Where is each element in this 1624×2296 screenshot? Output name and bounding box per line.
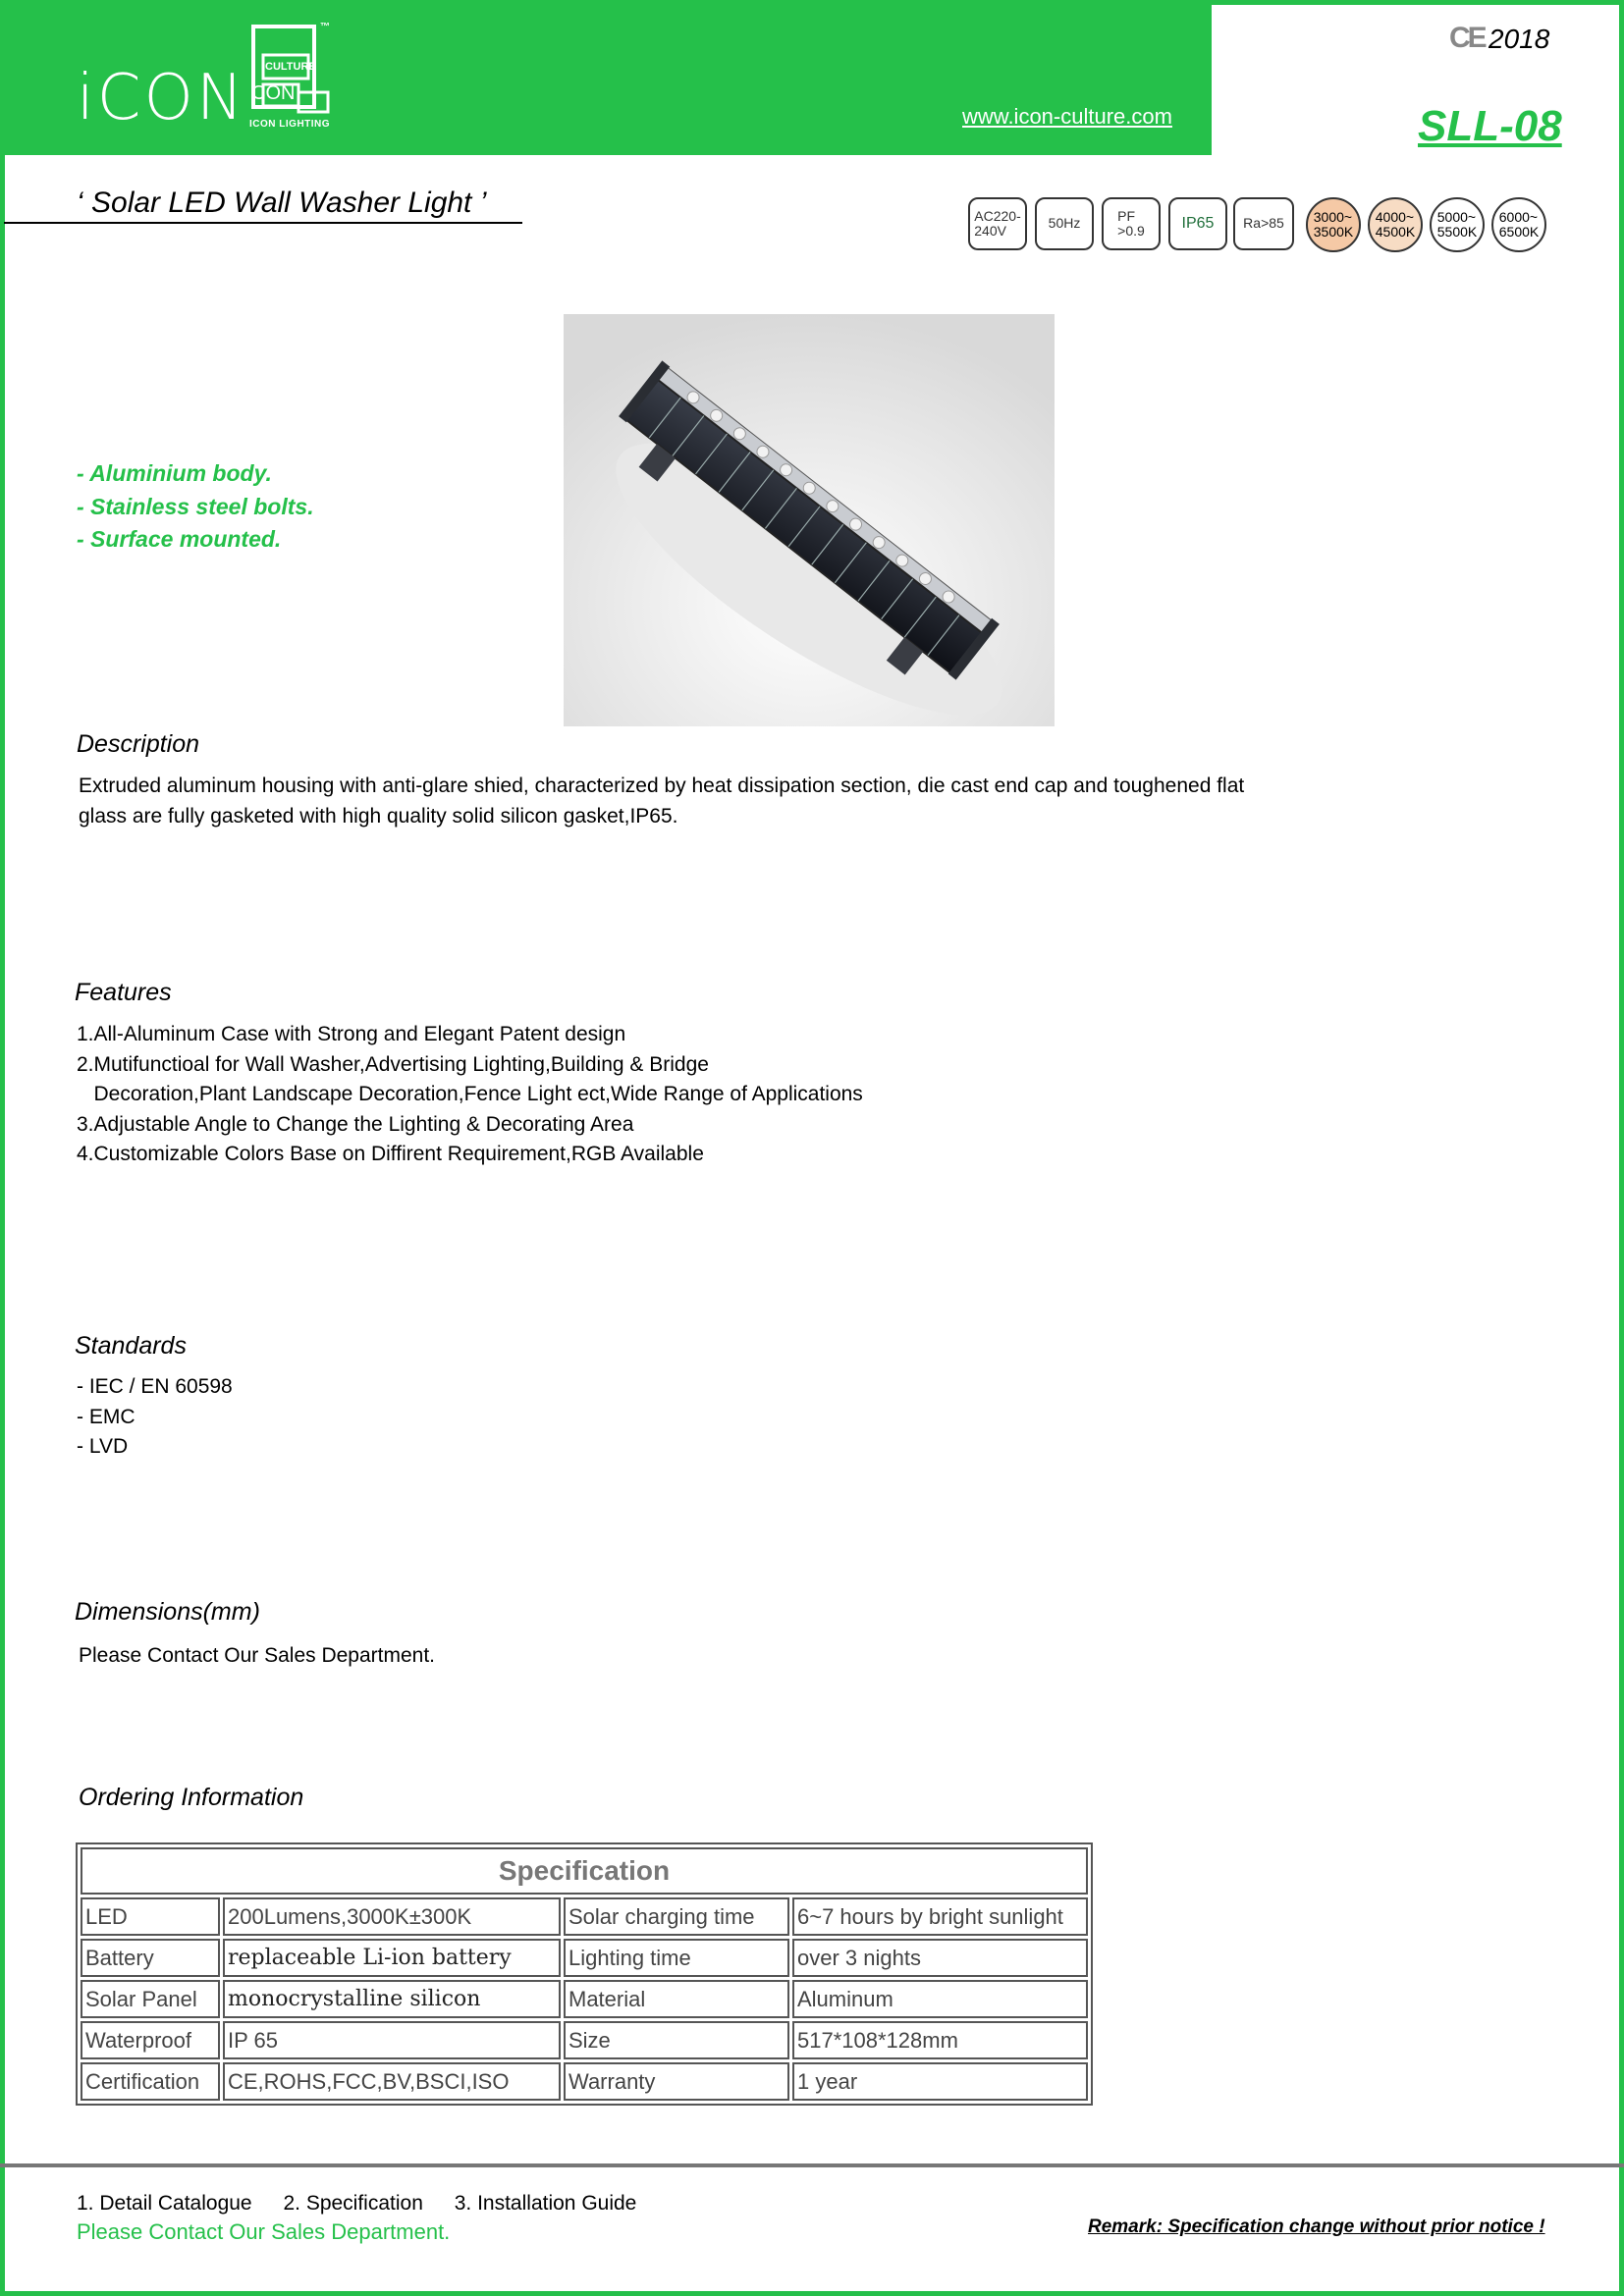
table-title-row — [81, 1847, 1088, 1895]
cct-label: 3000~ 3500K — [1313, 209, 1354, 240]
standard-item: - EMC — [77, 1405, 135, 1428]
badge-label: IP65 — [1181, 215, 1215, 233]
cct-option-6000 — [1491, 197, 1546, 252]
cct-label: 5000~ 5500K — [1436, 209, 1478, 240]
spec-value: 200Lumens,3000K±300K — [223, 1897, 561, 1936]
table-row — [81, 2062, 1088, 2101]
feature-item: 4.Customizable Colors Base on Diffirent Requirement,RGB Available — [77, 1143, 704, 1165]
highlight-item: - Surface mounted. — [77, 526, 282, 552]
spec-label: Waterproof — [81, 2021, 220, 2059]
feature-item: Decoration,Plant Landscape Decoration,Fence Light ect,Wide Range of Applications — [77, 1083, 863, 1105]
cri-badge — [1233, 197, 1294, 250]
standard-item: - LVD — [77, 1435, 129, 1458]
spec-label: Material — [564, 1980, 789, 2018]
feature-item: 1.All-Aluminum Case with Strong and Elegant Patent design — [77, 1023, 626, 1045]
spec-label: Certification — [81, 2062, 220, 2101]
ce-mark-icon: CE — [1449, 22, 1485, 54]
highlight-item: - Stainless steel bolts. — [77, 493, 314, 519]
brand-logo-text: iCON — [77, 62, 246, 134]
feature-item: 2.Mutifunctioal for Wall Washer,Advertising Lighting,Building & Bridge — [77, 1052, 709, 1076]
standards-heading: Standards — [75, 1332, 187, 1360]
description-line: Extruded aluminum housing with anti-glare shied, characterized by heat dissipation section, die cast end cap and toughened flat — [79, 774, 1245, 797]
highlight-list — [77, 457, 314, 557]
logo-trademark: ™ — [320, 22, 330, 32]
spec-label: LED — [81, 1897, 220, 1936]
spec-value: IP 65 — [223, 2021, 561, 2059]
footer-link-specification[interactable]: 2. Specification — [283, 2192, 423, 2215]
table-row — [81, 1897, 1088, 1936]
spec-value: replaceable Li-ion battery — [223, 1939, 561, 1977]
footer-divider — [0, 2163, 1624, 2167]
spec-value: 517*108*128mm — [792, 2021, 1088, 2059]
table-row — [81, 1939, 1088, 1977]
spec-label: Solar Panel — [81, 1980, 220, 2018]
dimensions-text: Please Contact Our Sales Department. — [79, 1644, 436, 1667]
cct-option-3000 — [1306, 197, 1361, 252]
voltage-badge — [968, 197, 1027, 250]
cct-label: 4000~ 4500K — [1375, 209, 1416, 240]
description-heading: Description — [77, 730, 200, 758]
badge-label: 50Hz — [1048, 215, 1081, 232]
logo-box-mid: CON — [251, 82, 296, 104]
website-link[interactable]: www.icon-culture.com — [962, 104, 1172, 129]
spec-label: Size — [564, 2021, 789, 2059]
cct-label: 6000~ 6500K — [1498, 209, 1540, 240]
spec-label: Warranty — [564, 2062, 789, 2101]
footer-link-detail-catalogue[interactable]: 1. Detail Catalogue — [77, 2192, 252, 2215]
specification-table — [76, 1842, 1093, 2106]
spec-label: Solar charging time — [564, 1897, 789, 1936]
spec-value: CE,ROHS,FCC,BV,BSCI,ISO — [223, 2062, 561, 2101]
badge-label: PF >0.9 — [1117, 207, 1145, 239]
footer-contact: Please Contact Our Sales Department. — [77, 2219, 451, 2244]
cct-option-4000 — [1368, 197, 1423, 252]
footer-remark: Remark: Specification change without prior notice ! — [1088, 2216, 1545, 2237]
spec-value: over 3 nights — [792, 1939, 1088, 1977]
spec-value: 1 year — [792, 2062, 1088, 2101]
model-number: SLL-08 — [1418, 102, 1562, 150]
table-row — [81, 1980, 1088, 2018]
table-row — [81, 2021, 1088, 2059]
logo-box-top: CULTURE — [265, 61, 316, 73]
table-title: Specification — [81, 1847, 1088, 1895]
spec-label: Lighting time — [564, 1939, 789, 1977]
standard-item: - IEC / EN 60598 — [77, 1375, 233, 1398]
ordering-heading: Ordering Information — [79, 1784, 304, 1811]
power-factor-badge — [1102, 197, 1161, 250]
description-line: glass are fully gasketed with high quality solid silicon gasket,IP65. — [79, 805, 678, 828]
logo-mark-icon — [247, 24, 346, 132]
badge-label: Ra>85 — [1243, 215, 1284, 232]
product-title: ‘ Solar LED Wall Washer Light ’ — [77, 187, 487, 219]
footer-link-installation-guide[interactable]: 3. Installation Guide — [454, 2192, 637, 2215]
cct-option-5000 — [1430, 197, 1485, 252]
features-list — [77, 1020, 863, 1170]
standards-list — [77, 1372, 233, 1463]
feature-item: 3.Adjustable Angle to Change the Lighting & Decorating Area — [77, 1112, 634, 1136]
catalogue-year: 2018 — [1489, 24, 1550, 54]
spec-value: monocrystalline silicon — [223, 1980, 561, 2018]
logo-subtitle: ICON LIGHTING — [249, 119, 331, 130]
features-heading: Features — [75, 979, 172, 1006]
highlight-item: - Aluminium body. — [77, 460, 272, 486]
footer-doc-links — [77, 2192, 662, 2216]
spec-label: Battery — [81, 1939, 220, 1977]
spec-value: Aluminum — [792, 1980, 1088, 2018]
spec-value: 6~7 hours by bright sunlight — [792, 1897, 1088, 1936]
frequency-badge — [1035, 197, 1094, 250]
description-text — [79, 771, 1244, 831]
product-image — [564, 314, 1055, 726]
ip-rating-badge — [1168, 197, 1227, 250]
badge-label: AC220- 240V — [974, 207, 1021, 239]
dimensions-heading: Dimensions(mm) — [75, 1598, 260, 1626]
